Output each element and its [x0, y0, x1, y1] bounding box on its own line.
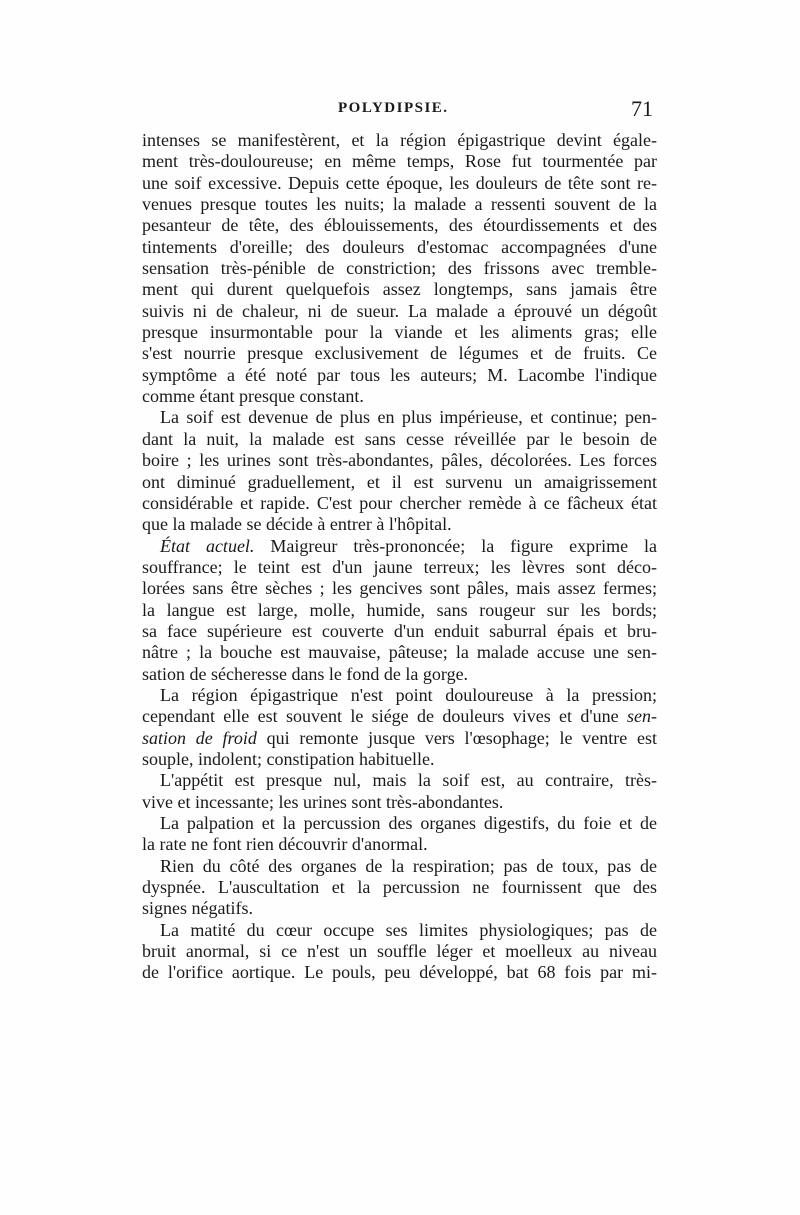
- text-line: Rien du côté des organes de la respiration; pas de toux, pas de: [160, 855, 657, 876]
- text-line: une soif excessive. Depuis cette époque, les douleurs de tête sont re-: [142, 172, 657, 193]
- text-line: pesanteur de tête, des éblouissements, des étourdissements et des: [142, 215, 657, 236]
- text-line-sensation: [142, 706, 657, 727]
- text-line: symptôme a été noté par tous les auteurs; M. Lacombe l'indique: [142, 364, 657, 385]
- text-line: la rate ne font rien découvrir d'anormal.: [142, 834, 428, 855]
- text-line: ment très-douloureuse; en même temps, Rose fut tourmentée par: [142, 151, 657, 172]
- etat-actuel-heading: État actuel.: [160, 535, 255, 556]
- text-line: bruit anormal, si ce n'est un souffle léger et moelleux au niveau: [142, 941, 657, 962]
- text-line: de l'orifice aortique. Le pouls, peu développé, bat 68 fois par mi-: [142, 962, 657, 983]
- text-line: sensation très-pénible de constriction; des frissons avec tremble-: [142, 258, 657, 279]
- text-line: considérable et rapide. C'est pour chercher remède à ce fâcheux état: [142, 492, 657, 513]
- text-line: La matité du cœur occupe ses limites physiologiques; pas de: [160, 919, 657, 940]
- text-line: nâtre ; la bouche est mauvaise, pâteuse; la malade accuse une sen-: [142, 642, 657, 663]
- text-line-rest: Maigreur très-prononcée; la figure exprime la: [270, 535, 657, 556]
- text-line: sa face supérieure est couverte d'un enduit saburral épais et bru-: [142, 620, 657, 641]
- text-line: La soif est devenue de plus en plus impérieuse, et continue; pen-: [160, 407, 657, 428]
- text-line: sation de sécheresse dans le fond de la gorge.: [142, 663, 469, 684]
- text-line: comme étant presque constant.: [142, 386, 364, 407]
- text-line: signes négatifs.: [142, 898, 253, 919]
- text-line: dant la nuit, la malade est sans cesse réveillée par le besoin de: [142, 428, 657, 449]
- text-line: souple, indolent; constipation habituelle.: [142, 748, 435, 769]
- page-number: 71: [631, 96, 653, 121]
- body-text: [142, 130, 657, 984]
- text-line: ment qui durent quelquefois assez longtemps, sans jamais être: [142, 279, 657, 300]
- text-line: La région épigastrique n'est point douloureuse à la pression;: [160, 684, 657, 705]
- text-line-rest: qui remonte jusque vers l'œsophage; le ventre est: [266, 727, 657, 748]
- text-line-etat-actuel: [142, 536, 657, 557]
- text-line: que la malade se décide à entrer à l'hôpital.: [142, 514, 452, 535]
- running-title: POLYDIPSIE.: [338, 100, 449, 116]
- text-line: lorées sans être sèches ; les gencives sont pâles, mais assez fermes;: [142, 578, 657, 599]
- text-line: presque insurmontable pour la viande et les aliments gras; elle: [142, 322, 657, 343]
- text-line-de-froid: [142, 728, 657, 749]
- page-header: [140, 96, 655, 126]
- text-line: tintements d'oreille; des douleurs d'estomac accompagnées d'une: [142, 236, 657, 257]
- text-line: suivis ni de chaleur, ni de sueur. La malade a éprouvé un dégoût: [142, 300, 657, 321]
- italic-sen: sen-: [627, 706, 657, 727]
- text-line: vive et incessante; les urines sont très-abondantes.: [142, 791, 504, 812]
- text-line-start: cependant elle est souvent le siége de douleurs vives et d'une: [142, 706, 619, 727]
- text-line: souffrance; le teint est d'un jaune terreux; les lèvres sont déco-: [142, 556, 657, 577]
- text-line: boire ; les urines sont très-abondantes, pâles, décolorées. Les forces: [142, 450, 657, 471]
- text-line: ont diminué graduellement, et il est survenu un amaigrissement: [142, 471, 657, 492]
- text-line: L'appétit est presque nul, mais la soif est, au contraire, très-: [160, 770, 657, 791]
- text-line: intenses se manifestèrent, et la région épigastrique devint égale-: [142, 130, 657, 150]
- text-line: la langue est large, molle, humide, sans rougeur sur les bords;: [142, 599, 657, 620]
- text-line: dyspnée. L'auscultation et la percussion ne fournissent que des: [142, 877, 657, 898]
- text-line: venues presque toutes les nuits; la malade a ressenti souvent de la: [142, 194, 657, 215]
- text-line: s'est nourrie presque exclusivement de légumes et de fruits. Ce: [142, 343, 657, 364]
- text-line: La palpation et la percussion des organes digestifs, du foie et de: [160, 813, 657, 833]
- italic-sensation-de-froid: sation de froid: [142, 727, 257, 748]
